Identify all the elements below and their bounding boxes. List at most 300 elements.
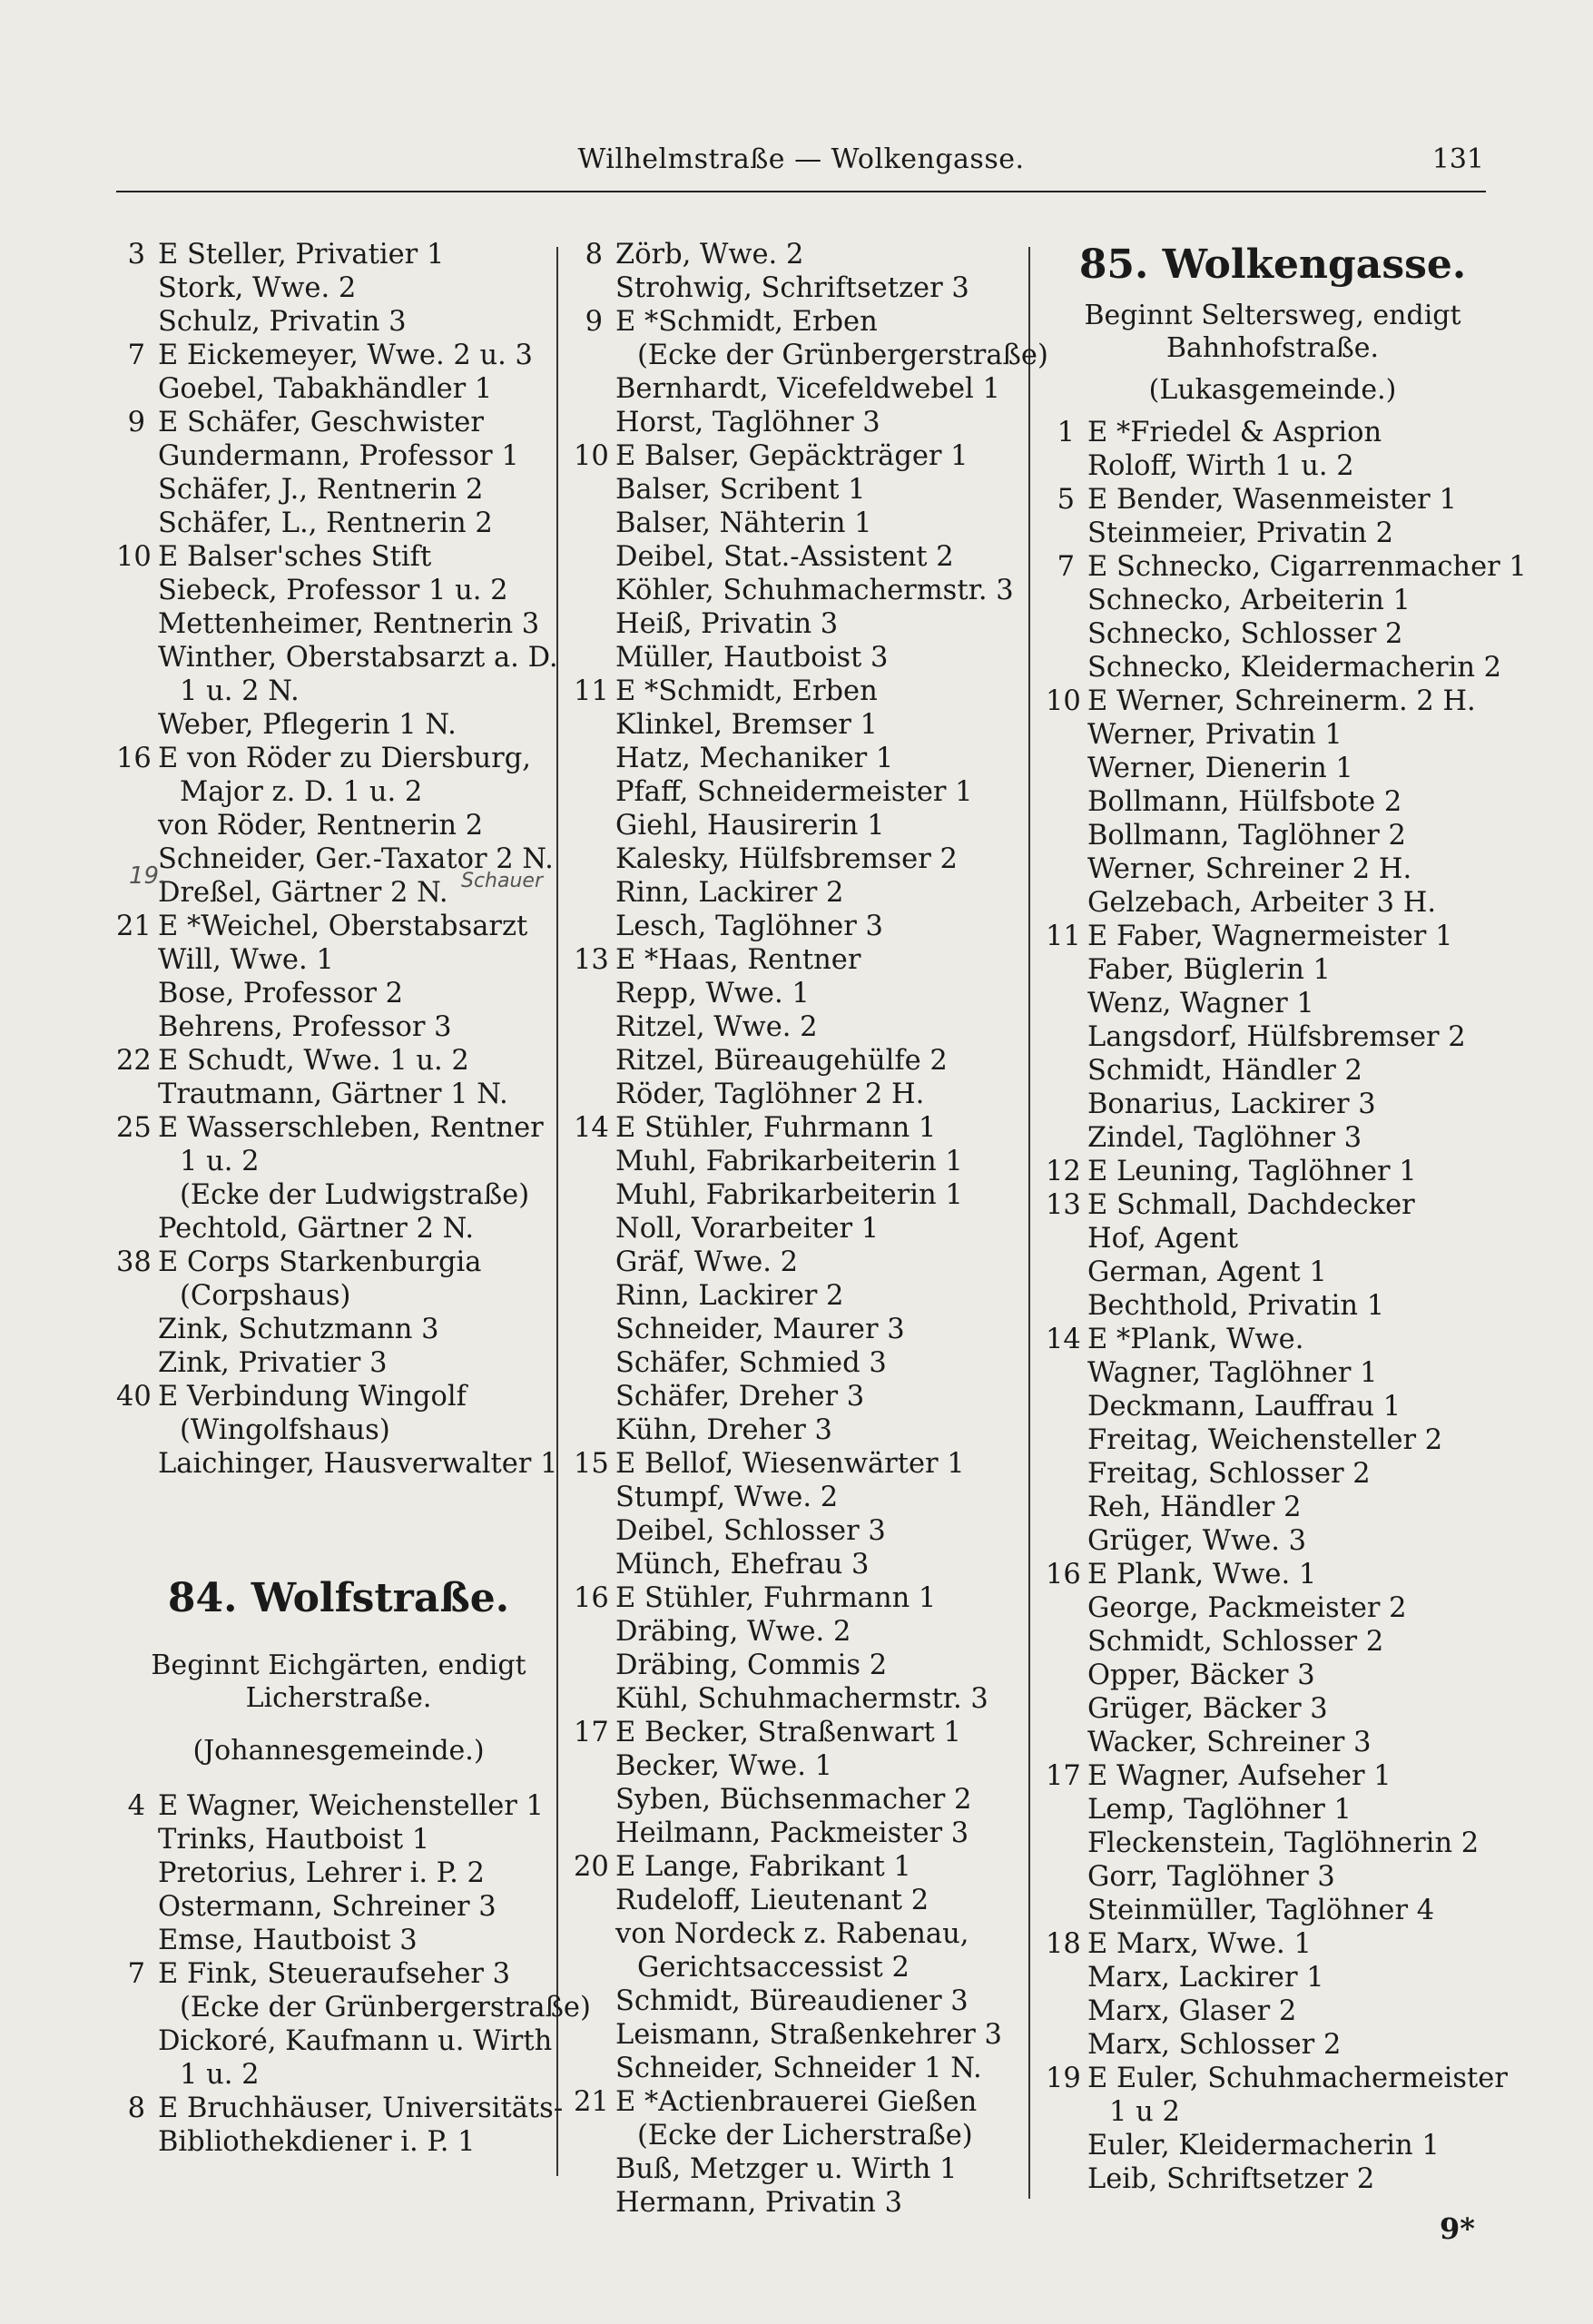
directory-entry <box>574 1984 1018 2018</box>
directory-entry <box>574 574 1018 607</box>
resident-text: Giehl, Hausirerin 1 <box>615 810 885 842</box>
resident-text: Ostermann, Schreiner 3 <box>158 1891 497 1923</box>
directory-entry <box>116 943 561 977</box>
resident-text: Rinn, Lackirer 2 <box>615 1280 844 1312</box>
resident-text: Köhler, Schuhmachermstr. 3 <box>615 575 1014 606</box>
resident-text: Euler, Kleidermacherin 1 <box>1087 2130 1440 2162</box>
resident-text: Balser, Nähterin 1 <box>615 507 872 539</box>
resident-text: Faber, Büglerin 1 <box>1087 954 1331 986</box>
directory-entry <box>116 1212 561 1246</box>
resident-text: Freitag, Schlosser 2 <box>1087 1458 1371 1490</box>
directory-entry <box>1046 1155 1500 1188</box>
resident-text: 1 u. 2 <box>180 1146 260 1177</box>
resident-text: Zörb, Wwe. 2 <box>615 239 804 271</box>
directory-entry <box>1046 1390 1500 1423</box>
resident-text: Schnecko, Schlosser 2 <box>1087 618 1403 650</box>
house-number: 9 <box>127 407 145 438</box>
directory-entry <box>1046 483 1500 517</box>
wolfstrasse-entries <box>116 1789 591 2159</box>
directory-entry <box>116 1145 561 1178</box>
directory-entry <box>574 641 1018 675</box>
directory-entry <box>116 910 561 943</box>
resident-text: Werner, Dienerin 1 <box>1087 753 1353 784</box>
resident-text: Schmidt, Schlosser 2 <box>1087 1626 1384 1658</box>
resident-text: Trautmann, Gärtner 1 N. <box>158 1078 508 1110</box>
running-header <box>118 143 1484 187</box>
directory-entry <box>1046 1256 1500 1289</box>
directory-entry <box>116 2024 561 2058</box>
running-title: Wilhelmstraße — Wolkengasse. <box>577 143 1025 175</box>
directory-entry <box>574 1346 1018 1380</box>
column-3 <box>1046 238 1527 2196</box>
resident-text: Marx, Glaser 2 <box>1087 1995 1297 2027</box>
resident-text: E *Plank, Wwe. <box>1087 1324 1304 1355</box>
resident-text: Dräbing, Wwe. 2 <box>615 1616 851 1648</box>
directory-entry <box>1046 1759 1500 1793</box>
house-number: 10 <box>116 541 152 573</box>
resident-text: Bollmann, Taglöhner 2 <box>1087 820 1406 852</box>
resident-text: Münch, Ehefrau 3 <box>615 1549 870 1581</box>
resident-text: Dickoré, Kaufmann u. Wirth <box>158 2025 553 2057</box>
house-number: 20 <box>574 1851 609 1883</box>
directory-entry <box>1046 2028 1500 2062</box>
directory-entry <box>1046 449 1500 483</box>
directory-entry <box>116 1823 561 1856</box>
house-number: 7 <box>127 1958 145 1990</box>
resident-text: Noll, Vorarbeiter 1 <box>615 1213 880 1245</box>
directory-entry <box>116 1380 561 1413</box>
header-rule <box>116 191 1486 192</box>
house-number: 3 <box>127 239 145 271</box>
directory-entry <box>574 1581 1018 1615</box>
directory-entry <box>574 2186 1018 2220</box>
resident-text: Wagner, Taglöhner 1 <box>1087 1357 1378 1389</box>
section-84-description-2: Licherstraße. <box>245 1682 432 1714</box>
resident-text: Goebel, Tabakhändler 1 <box>158 373 493 405</box>
directory-entry <box>1046 1054 1500 1088</box>
resident-text: E von Röder zu Diersburg, <box>158 743 531 774</box>
house-number: 8 <box>127 2093 145 2124</box>
directory-entry <box>574 1917 1018 1951</box>
directory-entry <box>116 574 561 607</box>
resident-text: Emse, Hautboist 3 <box>158 1925 418 1956</box>
section-85-description-2: Bahnhofstraße. <box>1165 332 1380 364</box>
resident-text: E *Schmidt, Erben <box>615 306 878 338</box>
resident-text: (Ecke der Grünbergerstraße) <box>637 340 1048 371</box>
directory-entry <box>1046 2062 1508 2095</box>
column-1 <box>116 238 591 2159</box>
resident-text: Mettenheimer, Rentnerin 3 <box>158 608 540 640</box>
resident-text: Dräbing, Commis 2 <box>615 1649 888 1681</box>
directory-entry <box>1046 1088 1500 1121</box>
directory-entry <box>1046 416 1500 449</box>
directory-entry <box>1046 1793 1500 1827</box>
resident-text: von Röder, Rentnerin 2 <box>158 810 484 842</box>
directory-entry <box>1046 651 1500 684</box>
resident-text: Trinks, Hautboist 1 <box>158 1824 430 1856</box>
resident-text: Syben, Büchsenmacher 2 <box>615 1784 972 1816</box>
resident-text: E *Actienbrauerei Gießen <box>615 2086 978 2118</box>
directory-entry <box>574 742 1018 775</box>
section-84-parish: (Johannesgemeinde.) <box>192 1735 485 1767</box>
directory-entry <box>1046 617 1500 651</box>
directory-entry <box>116 238 561 271</box>
directory-entry <box>574 1682 1018 1716</box>
directory-entry <box>574 1749 1018 1783</box>
resident-text: E Balser, Gepäckträger 1 <box>615 440 969 472</box>
directory-entry <box>574 809 1018 842</box>
house-number: 40 <box>116 1381 152 1413</box>
house-number: 21 <box>116 911 152 942</box>
directory-entry <box>1046 1591 1500 1625</box>
directory-entry <box>574 943 1018 977</box>
resident-text: Werner, Privatin 1 <box>1087 719 1342 751</box>
resident-text: E Stühler, Fuhrmann 1 <box>615 1112 937 1144</box>
resident-text: Marx, Lackirer 1 <box>1087 1962 1324 1994</box>
resident-text: E Werner, Schreinerm. 2 H. <box>1087 685 1476 717</box>
house-number: 10 <box>574 440 609 472</box>
directory-entry <box>116 1044 561 1078</box>
resident-text: Schmidt, Büreaudiener 3 <box>615 1985 969 2017</box>
resident-text: Grüger, Wwe. 3 <box>1087 1525 1307 1557</box>
resident-text: (Corpshaus) <box>180 1280 351 1312</box>
resident-text: E Wasserschleben, Rentner <box>158 1112 544 1144</box>
directory-entry <box>116 1346 561 1380</box>
resident-text: Dreßel, Gärtner 2 N. <box>158 877 448 909</box>
house-number: 8 <box>585 239 603 271</box>
directory-entry <box>1046 1827 1500 1860</box>
house-number: 11 <box>1046 921 1081 952</box>
directory-entry <box>1046 1222 1500 1256</box>
resident-text: E Leuning, Taglöhner 1 <box>1087 1156 1417 1187</box>
directory-entry <box>574 1111 1018 1145</box>
house-number: 16 <box>116 743 152 774</box>
directory-entry <box>116 1279 561 1313</box>
resident-text: E Fink, Steueraufseher 3 <box>158 1958 511 1990</box>
resident-text: Bollmann, Hülfsbote 2 <box>1087 786 1402 818</box>
resident-text: E *Friedel & Asprion <box>1087 417 1382 448</box>
directory-entry <box>574 540 1018 574</box>
house-number: 17 <box>1046 1760 1081 1792</box>
resident-text: 1 u. 2 N. <box>180 675 300 707</box>
resident-text: Bernhardt, Vicefeldwebel 1 <box>615 373 1000 405</box>
resident-text: Hermann, Privatin 3 <box>615 2187 903 2219</box>
directory-entry <box>116 1078 561 1111</box>
resident-text: Will, Wwe. 1 <box>158 944 334 976</box>
resident-text: E Plank, Wwe. 1 <box>1087 1559 1317 1590</box>
directory-entry <box>574 1481 1018 1514</box>
directory-entry <box>1046 1524 1500 1558</box>
directory-entry <box>574 1514 1018 1548</box>
resident-text: German, Agent 1 <box>1087 1256 1327 1288</box>
house-number: 22 <box>116 1045 152 1077</box>
directory-entry <box>574 876 1018 910</box>
house-number: 5 <box>1057 484 1075 516</box>
resident-text: Behrens, Professor 3 <box>158 1011 452 1043</box>
directory-entry <box>1046 752 1500 785</box>
directory-entry <box>574 1951 1018 1984</box>
directory-entry <box>574 1884 1018 1917</box>
resident-text: Freitag, Weichensteller 2 <box>1087 1424 1443 1456</box>
house-number: 7 <box>1057 551 1075 583</box>
directory-entry <box>574 271 1018 305</box>
directory-entry <box>116 372 561 406</box>
house-number: 15 <box>574 1448 609 1480</box>
resident-text: (Ecke der Ludwigstraße) <box>180 1179 530 1211</box>
directory-entry <box>1046 1558 1500 1591</box>
directory-entry <box>1046 1994 1500 2028</box>
directory-entry <box>574 910 1018 943</box>
resident-text: Zindel, Taglöhner 3 <box>1087 1122 1362 1154</box>
resident-text: Deibel, Stat.-Assistent 2 <box>615 541 954 573</box>
directory-entry <box>574 339 1048 372</box>
resident-text: E *Weichel, Oberstabsarzt <box>158 911 528 942</box>
resident-text: Pfaff, Schneidermeister 1 <box>615 776 973 808</box>
house-number: 14 <box>1046 1324 1081 1355</box>
house-number: 16 <box>574 1582 609 1614</box>
resident-text: Schneider, Ger.-Taxator 2 N. <box>158 843 554 875</box>
directory-entry <box>574 1413 1018 1447</box>
directory-entry <box>1046 1894 1500 1927</box>
directory-entry <box>574 977 1018 1010</box>
resident-text: George, Packmeister 2 <box>1087 1592 1407 1624</box>
resident-text: Bose, Professor 2 <box>158 978 404 1009</box>
resident-text: Schäfer, Schmied 3 <box>615 1347 887 1379</box>
resident-text: Leismann, Straßenkehrer 3 <box>615 2019 1002 2051</box>
resident-text: Wenz, Wagner 1 <box>1087 988 1314 1019</box>
resident-text: Klinkel, Bremser 1 <box>615 709 878 741</box>
wilhelmstrasse-continued-entries <box>574 238 1048 2220</box>
directory-entry <box>116 1313 561 1346</box>
directory-entry <box>574 1817 1018 1850</box>
resident-text: Hof, Agent <box>1087 1223 1239 1255</box>
directory-entry <box>574 1649 1018 1682</box>
resident-text: (Ecke der Licherstraße) <box>637 2120 973 2152</box>
directory-entry <box>116 742 561 775</box>
resident-text: Langsdorf, Hülfsbremser 2 <box>1087 1021 1466 1053</box>
directory-entry <box>116 641 561 675</box>
directory-entry <box>116 1413 561 1447</box>
directory-entry <box>116 406 561 439</box>
resident-text: Gundermann, Professor 1 <box>158 440 519 472</box>
directory-entry <box>574 1548 1018 1581</box>
resident-text: E Balser'sches Stift <box>158 541 432 573</box>
resident-text: E Steller, Privatier 1 <box>158 239 445 271</box>
resident-text: Röder, Taglöhner 2 H. <box>615 1078 925 1110</box>
directory-entry <box>116 271 561 305</box>
resident-text: Rudeloff, Lieutenant 2 <box>615 1885 929 1916</box>
directory-entry <box>574 473 1018 507</box>
resident-text: Steinmüller, Taglöhner 4 <box>1087 1895 1435 1926</box>
house-number: 19 <box>1046 2063 1081 2094</box>
directory-entry <box>116 1789 561 1823</box>
directory-entry <box>574 1078 1018 1111</box>
resident-text: Schäfer, Dreher 3 <box>615 1381 865 1413</box>
directory-entry <box>1046 2129 1500 2162</box>
resident-text: E Faber, Wagnermeister 1 <box>1087 921 1453 952</box>
resident-text: Major z. D. 1 u. 2 <box>180 776 423 808</box>
resident-text: Muhl, Fabrikarbeiterin 1 <box>615 1179 963 1211</box>
directory-entry <box>1046 1423 1500 1457</box>
directory-entry <box>1046 852 1500 886</box>
resident-text: Schmidt, Händler 2 <box>1087 1055 1362 1087</box>
directory-entry <box>1046 584 1500 617</box>
resident-text: Pechtold, Gärtner 2 N. <box>158 1213 475 1245</box>
resident-text: (Wingolfshaus) <box>180 1414 390 1446</box>
section-84-title: 84. Wolfstraße. <box>167 1575 510 1621</box>
directory-entry <box>116 439 561 473</box>
directory-entry <box>1046 1491 1500 1524</box>
resident-text: Strohwig, Schriftsetzer 3 <box>615 272 969 304</box>
directory-entry <box>116 1246 561 1279</box>
directory-entry <box>116 1010 561 1044</box>
resident-text: Winther, Oberstabsarzt a. D. <box>158 642 558 674</box>
resident-text: (Ecke der Grünbergerstraße) <box>180 1992 591 2024</box>
resident-text: E Wagner, Aufseher 1 <box>1087 1760 1391 1792</box>
resident-text: Hatz, Mechaniker 1 <box>615 743 894 774</box>
directory-entry <box>116 507 561 540</box>
directory-entry <box>574 2119 1018 2152</box>
margin-annotation-number: 19. <box>129 862 167 890</box>
directory-entry <box>116 1924 561 1957</box>
directory-entry <box>574 1212 1018 1246</box>
house-number: 13 <box>1046 1189 1081 1221</box>
directory-entry <box>116 540 561 574</box>
resident-text: Heilmann, Packmeister 3 <box>615 1817 969 1849</box>
directory-entry <box>116 1856 561 1890</box>
directory-entry <box>1046 1457 1500 1491</box>
resident-text: Bibliothekdiener i. P. 1 <box>158 2126 476 2158</box>
resident-text: Gelzebach, Arbeiter 3 H. <box>1087 887 1437 919</box>
resident-text: E Schudt, Wwe. 1 u. 2 <box>158 1045 469 1077</box>
directory-entry <box>116 675 561 708</box>
resident-text: E Marx, Wwe. 1 <box>1087 1928 1312 1960</box>
resident-text: Schneider, Schneider 1 N. <box>615 2053 982 2084</box>
directory-entry <box>116 1178 561 1212</box>
resident-text: Gorr, Taglöhner 3 <box>1087 1861 1335 1893</box>
directory-entry <box>1046 953 1500 987</box>
resident-text: Zink, Privatier 3 <box>158 1347 388 1379</box>
house-number: 18 <box>1046 1928 1081 1960</box>
resident-text: Schnecko, Arbeiterin 1 <box>1087 585 1411 616</box>
directory-entry <box>1046 517 1500 550</box>
column-2 <box>574 238 1048 2220</box>
directory-entry <box>1046 550 1527 584</box>
house-number: 7 <box>127 340 145 371</box>
directory-entry <box>1046 819 1500 852</box>
resident-text: Schneider, Maurer 3 <box>615 1314 905 1345</box>
resident-text: Muhl, Fabrikarbeiterin 1 <box>615 1146 963 1177</box>
resident-text: Deibel, Schlosser 3 <box>615 1515 886 1547</box>
house-number: 17 <box>574 1717 609 1748</box>
directory-entry <box>1046 1289 1500 1323</box>
directory-entry <box>574 1447 1018 1481</box>
resident-text: E Bender, Wasenmeister 1 <box>1087 484 1457 516</box>
directory-entry <box>1046 920 1500 953</box>
resident-text: Horst, Taglöhner 3 <box>615 407 880 438</box>
resident-text: Reh, Händler 2 <box>1087 1492 1302 1523</box>
resident-text: Werner, Schreiner 2 H. <box>1087 853 1412 885</box>
directory-entry <box>574 1010 1018 1044</box>
wilhelmstrasse-entries <box>116 238 561 1481</box>
directory-entry <box>574 2018 1018 2052</box>
resident-text: Kühn, Dreher 3 <box>615 1414 832 1446</box>
resident-text: Bonarius, Lackirer 3 <box>1087 1088 1376 1120</box>
resident-text: Marx, Schlosser 2 <box>1087 2029 1342 2061</box>
house-number: 4 <box>127 1790 145 1822</box>
directory-entry <box>1046 1020 1500 1054</box>
resident-text: E Stühler, Fuhrmann 1 <box>615 1582 937 1614</box>
directory-entry <box>574 775 1018 809</box>
directory-entry <box>116 1447 561 1481</box>
resident-text: Wacker, Schreiner 3 <box>1087 1727 1372 1758</box>
resident-text: E Becker, Straßenwart 1 <box>615 1717 961 1748</box>
resident-text: Stumpf, Wwe. 2 <box>615 1482 839 1513</box>
wolkengasse-entries <box>1046 416 1527 2196</box>
directory-entry <box>1046 1323 1500 1356</box>
page-number: 131 <box>1431 143 1484 175</box>
resident-text: Heiß, Privatin 3 <box>615 608 839 640</box>
directory-entry <box>574 1145 1018 1178</box>
resident-text: Becker, Wwe. 1 <box>615 1750 832 1782</box>
directory-entry <box>116 1890 561 1924</box>
resident-text: Balser, Scribent 1 <box>615 474 866 506</box>
section-85-description-1: Beginnt Seltersweg, endigt <box>1084 300 1461 331</box>
directory-entry <box>574 675 1018 708</box>
directory-entry <box>1046 1726 1500 1759</box>
directory-entry <box>1046 1961 1500 1994</box>
resident-text: Lesch, Taglöhner 3 <box>615 911 883 942</box>
resident-text: Laichinger, Hausverwalter 1 <box>158 1448 558 1480</box>
directory-entry <box>1046 2162 1500 2196</box>
directory-entry <box>1046 1659 1500 1692</box>
resident-text: E Schäfer, Geschwister <box>158 407 484 438</box>
directory-entry <box>1046 1625 1500 1659</box>
directory-entry <box>574 2085 1018 2119</box>
resident-text: E *Haas, Rentner <box>615 944 861 976</box>
directory-entry <box>1046 1927 1500 1961</box>
resident-text: von Nordeck z. Rabenau, <box>615 1918 969 1950</box>
resident-text: Rinn, Lackirer 2 <box>615 877 844 909</box>
resident-text: Ritzel, Wwe. 2 <box>615 1011 818 1043</box>
column-divider-2 <box>1028 247 1030 2199</box>
resident-text: Fleckenstein, Taglöhnerin 2 <box>1087 1827 1480 1859</box>
directory-entry <box>116 2058 561 2092</box>
resident-text: E Euler, Schuhmachermeister <box>1087 2063 1508 2094</box>
directory-entry <box>574 439 1018 473</box>
house-number: 10 <box>1046 685 1081 717</box>
section-85-title: 85. Wolkengasse. <box>1078 241 1467 288</box>
resident-text: E Eickemeyer, Wwe. 2 u. 3 <box>158 340 533 371</box>
directory-entry <box>574 305 1018 339</box>
directory-entry <box>1046 1356 1500 1390</box>
directory-entry <box>116 977 561 1010</box>
house-number: 38 <box>116 1246 152 1278</box>
house-number: 9 <box>585 306 603 338</box>
directory-entry <box>116 339 561 372</box>
section-84-description-1: Beginnt Eichgärten, endigt <box>151 1649 526 1681</box>
directory-entry <box>116 473 561 507</box>
directory-entry <box>574 372 1018 406</box>
directory-entry <box>1046 987 1500 1020</box>
house-number: 13 <box>574 944 609 976</box>
signature-mark: 9* <box>1440 2211 1475 2246</box>
house-number: 21 <box>574 2086 609 2118</box>
directory-entry <box>116 2125 561 2159</box>
resident-text: E Bruchhäuser, Universitäts- <box>158 2093 564 2124</box>
section-85-parish: (Lukasgemeinde.) <box>1148 374 1397 406</box>
resident-text: Gerichtsaccessist 2 <box>637 1952 910 1984</box>
